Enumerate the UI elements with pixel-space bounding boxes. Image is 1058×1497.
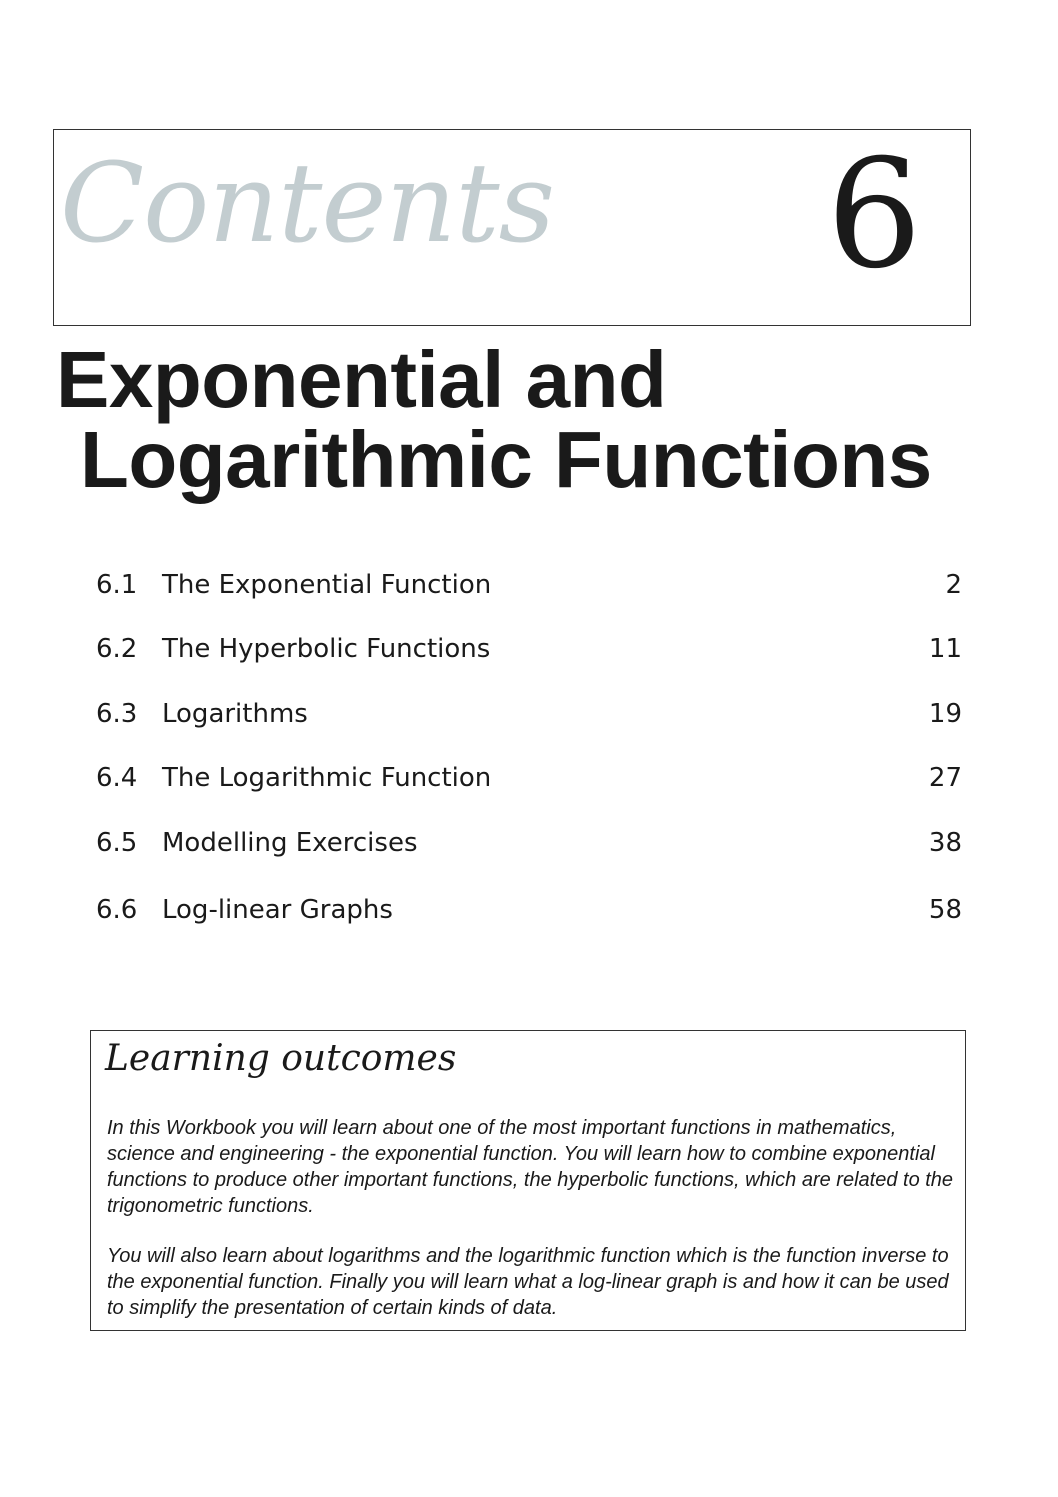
toc-entry-label: Modelling Exercises xyxy=(162,828,418,858)
toc-entry-number: 6.3 xyxy=(96,699,138,729)
contents-header-box xyxy=(53,129,971,326)
toc-entry-6-3[interactable] xyxy=(96,694,962,734)
toc-entry-label: The Logarithmic Function xyxy=(162,763,492,793)
toc-entry-number: 6.5 xyxy=(96,828,138,858)
toc-entry-page: 38 xyxy=(928,828,962,858)
chapter-title-line1: Exponential and xyxy=(56,335,667,424)
learning-outcomes-paragraph-1: In this Workbook you will learn about one of the most important functions in mathematics, science and engineering - the exponential function. You will learn how to combine exponential functions to produce other important functions, the hyperbolic functions, which are related to the trigonometric functions. xyxy=(107,1117,954,1217)
chapter-number: 6 xyxy=(826,128,922,302)
chapter-title xyxy=(56,335,1036,504)
toc-entry-6-6[interactable] xyxy=(96,890,962,930)
contents-word: Contents xyxy=(60,139,555,267)
learning-outcomes-box xyxy=(90,1030,966,1331)
toc-entry-6-1[interactable] xyxy=(96,565,962,605)
toc-entry-label: Log-linear Graphs xyxy=(162,895,393,925)
learning-outcomes-heading: Learning outcomes xyxy=(105,1038,457,1079)
toc-entry-number: 6.4 xyxy=(96,763,138,793)
toc-entry-label: The Exponential Function xyxy=(162,570,492,600)
chapter-title-line2: Logarithmic Functions xyxy=(80,415,932,504)
toc-entry-page: 2 xyxy=(945,570,962,600)
learning-outcomes-paragraph-2: You will also learn about logarithms and the logarithmic function which is the function inverse to the exponential function. Finally you will learn what a log-linear graph is and how it can be used to simplify the presentation of certain kinds of data. xyxy=(107,1245,949,1319)
toc-entry-number: 6.1 xyxy=(96,570,138,600)
toc-entry-6-4[interactable] xyxy=(96,758,962,798)
toc-entry-number: 6.2 xyxy=(96,634,138,664)
toc-entry-page: 58 xyxy=(928,895,962,925)
toc-entry-page: 27 xyxy=(928,763,962,793)
toc-entry-6-5[interactable] xyxy=(96,823,962,863)
toc-entry-page: 19 xyxy=(928,699,962,729)
toc-entry-6-2[interactable] xyxy=(96,629,962,669)
toc-entry-number: 6.6 xyxy=(96,895,138,925)
toc-entry-page: 11 xyxy=(928,634,962,664)
toc-entry-label: Logarithms xyxy=(162,699,308,729)
toc-entry-label: The Hyperbolic Functions xyxy=(162,634,491,664)
